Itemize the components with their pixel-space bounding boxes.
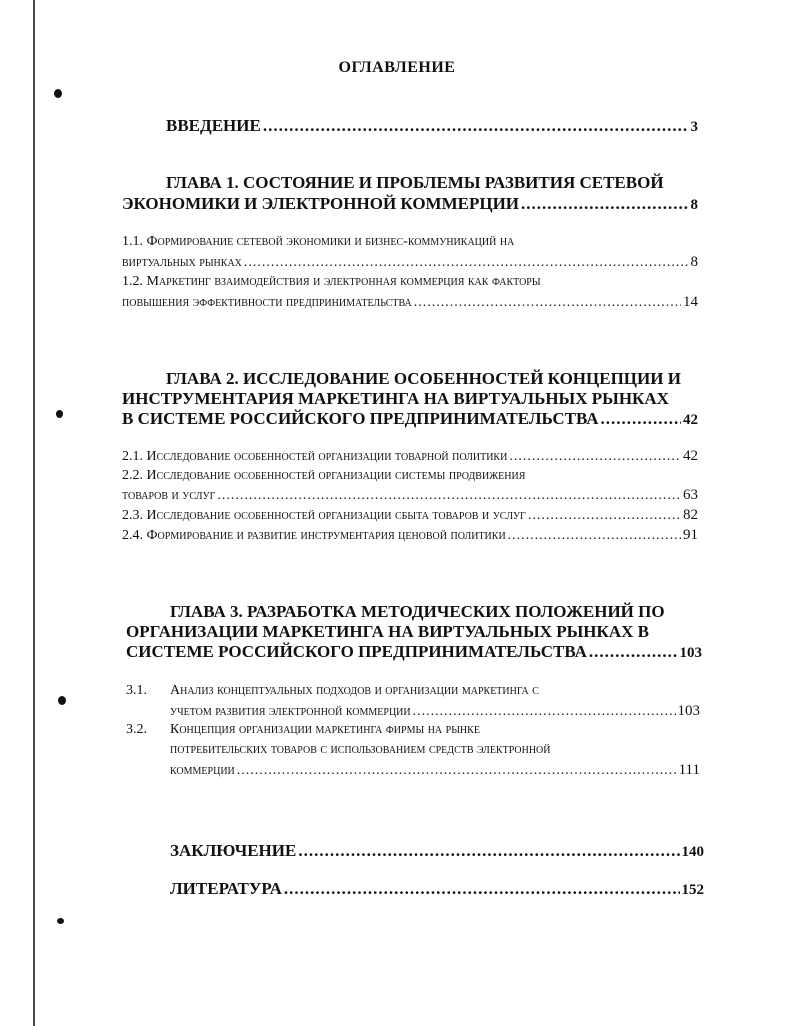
section-3-1-number: 3.1. [126, 683, 147, 698]
chapter3-page: 103 [679, 645, 702, 661]
section-1-2-line2: повышения эффективности предпринимательства [122, 295, 412, 310]
toc-chapter2[interactable] [122, 409, 698, 429]
section-1-1-page: 8 [690, 254, 698, 270]
toc-section-2-4[interactable] [122, 527, 698, 544]
scan-edge-line [33, 0, 35, 1026]
chapter3-title-line3: СИСТЕМЕ РОССИЙСКОГО ПРЕДПРИНИМАТЕЛЬСТВА [126, 642, 587, 661]
section-2-3-page: 82 [683, 507, 698, 523]
conclusion-label: ЗАКЛЮЧЕНИЕ [170, 841, 297, 860]
intro-page: 3 [690, 119, 698, 135]
section-2-2-page: 63 [683, 487, 698, 503]
section-3-2-number: 3.2. [126, 722, 147, 737]
chapter3-title-line1: ГЛАВА 3. РАЗРАБОТКА МЕТОДИЧЕСКИХ ПОЛОЖЕНИЙ ПО [170, 602, 665, 621]
leader-dots [521, 194, 688, 214]
leader-dots [508, 528, 681, 544]
chapter3-title-line2: ОРГАНИЗАЦИИ МАРКЕТИНГА НА ВИРТУАЛЬНЫХ РЫНКАХ В [126, 622, 649, 641]
toc-section-2-2[interactable] [122, 487, 698, 504]
toc-section-2-1[interactable] [122, 448, 698, 465]
scan-speck [58, 696, 66, 705]
section-3-1-line2: учетом развития электронной коммерции [170, 704, 411, 719]
chapter1-title-line1: ГЛАВА 1. СОСТОЯНИЕ И ПРОБЛЕМЫ РАЗВИТИЯ СЕТЕВОЙ [166, 173, 664, 192]
scan-speck [57, 918, 64, 924]
section-3-2-line3: коммерции [170, 763, 235, 778]
section-1-1-line2: виртуальных рынках [122, 255, 242, 270]
section-1-2-page: 14 [683, 294, 698, 310]
chapter2-title-line2: ИНСТРУМЕНТАРИЯ МАРКЕТИНГА НА ВИРТУАЛЬНЫХ РЫНКАХ [122, 389, 669, 408]
page-title: ОГЛАВЛЕНИЕ [338, 59, 456, 76]
leader-dots [263, 116, 689, 136]
toc-chapter3[interactable] [126, 642, 702, 662]
leader-dots [284, 879, 680, 899]
leader-dots [298, 841, 679, 861]
section-2-2-line2: товаров и услуг [122, 488, 216, 503]
toc-section-2-3[interactable] [122, 507, 698, 524]
literature-page: 152 [681, 882, 704, 898]
section-3-2-page: 111 [678, 762, 700, 778]
section-2-1-line1: 2.1. Исследование особенностей организации товарной политики [122, 449, 508, 464]
toc-section-1-1[interactable] [122, 254, 698, 271]
chapter1-page: 8 [690, 197, 698, 213]
leader-dots [414, 295, 681, 311]
toc-intro[interactable] [166, 116, 698, 136]
chapter1-title-line2: ЭКОНОМИКИ И ЭЛЕКТРОННОЙ КОММЕРЦИИ [122, 194, 520, 213]
section-1-1-line1: 1.1. Формирование сетевой экономики и бизнес-коммуникаций на [122, 234, 515, 249]
leader-dots [601, 409, 681, 429]
section-2-2-line1: 2.2. Исследование особенностей организации системы продвижения [122, 468, 526, 483]
intro-label: ВВЕДЕНИЕ [166, 116, 261, 135]
toc-section-3-2[interactable] [170, 762, 700, 779]
leader-dots [589, 642, 678, 662]
section-2-1-page: 42 [683, 448, 698, 464]
section-3-2-line1: Концепция организации маркетинга фирмы на рынке [170, 722, 480, 737]
section-2-4-page: 91 [683, 527, 698, 543]
leader-dots [237, 763, 677, 779]
leader-dots [528, 508, 681, 524]
leader-dots [509, 449, 681, 465]
section-2-3-line1: 2.3. Исследование особенностей организации сбыта товаров и услуг [122, 508, 526, 523]
leader-dots [413, 704, 676, 720]
literature-label: ЛИТЕРАТУРА [170, 879, 282, 898]
leader-dots [244, 255, 689, 271]
leader-dots [217, 488, 681, 504]
toc-section-1-2[interactable] [122, 294, 698, 311]
toc-literature[interactable] [170, 879, 704, 899]
toc-section-3-1[interactable] [170, 703, 700, 720]
chapter2-title-line3: В СИСТЕМЕ РОССИЙСКОГО ПРЕДПРИНИМАТЕЛЬСТВА [122, 409, 599, 428]
section-1-2-line1: 1.2. Маркетинг взаимодействия и электронная коммерция как факторы [122, 274, 541, 289]
scan-speck [56, 410, 63, 418]
section-3-1-page: 103 [677, 703, 700, 719]
chapter2-page: 42 [683, 412, 698, 428]
conclusion-page: 140 [681, 844, 704, 860]
chapter2-title-line1: ГЛАВА 2. ИССЛЕДОВАНИЕ ОСОБЕННОСТЕЙ КОНЦЕПЦИИ И [166, 369, 681, 388]
section-2-4-line1: 2.4. Формирование и развитие инструментария ценовой политики [122, 528, 506, 543]
toc-conclusion[interactable] [170, 841, 704, 861]
scan-speck [54, 89, 62, 98]
section-3-2-line2: потребительских товаров с использованием средств электронной [170, 742, 551, 757]
toc-chapter1[interactable] [122, 194, 698, 214]
section-3-1-line1: Анализ концептуальных подходов и организации маркетинга с [170, 683, 539, 698]
